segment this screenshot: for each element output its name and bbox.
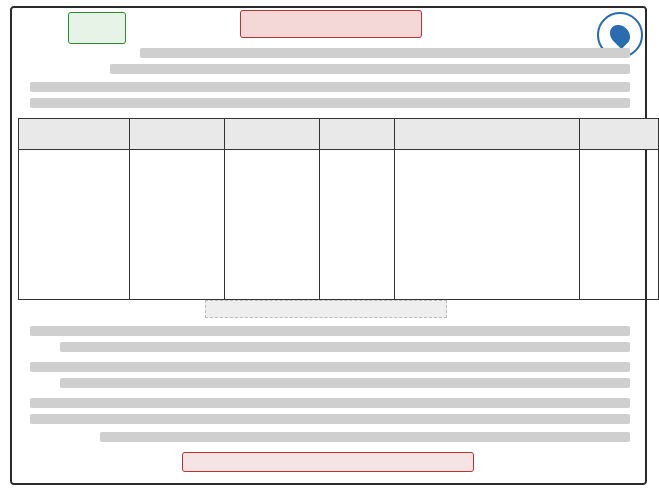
table-cell [130, 150, 225, 300]
table-cell [580, 150, 659, 300]
condition-line [100, 432, 630, 442]
intro-line [30, 98, 630, 108]
items-table [18, 118, 659, 300]
round-badge [68, 12, 126, 44]
condition-line [60, 378, 630, 388]
notice-title [240, 10, 422, 38]
intro-line [110, 64, 630, 74]
condition-line [30, 362, 630, 372]
table-header-cell [225, 119, 320, 150]
condition-line [60, 342, 630, 352]
table-header-cell [395, 119, 580, 150]
table-header-cell [130, 119, 225, 150]
condition-line [30, 414, 630, 424]
intro-line [30, 82, 630, 92]
table-header-cell [320, 119, 395, 150]
watermark [205, 300, 447, 318]
footer-signature [182, 452, 474, 472]
table-cell [19, 150, 130, 300]
table-header-cell [19, 119, 130, 150]
intro-line [140, 48, 630, 58]
table-row [19, 150, 659, 300]
table-header-row [19, 119, 659, 150]
table-header-cell [580, 119, 659, 150]
table-cell [395, 150, 580, 300]
condition-line [30, 398, 630, 408]
table-cell [320, 150, 395, 300]
table-cell [225, 150, 320, 300]
condition-line [30, 326, 630, 336]
